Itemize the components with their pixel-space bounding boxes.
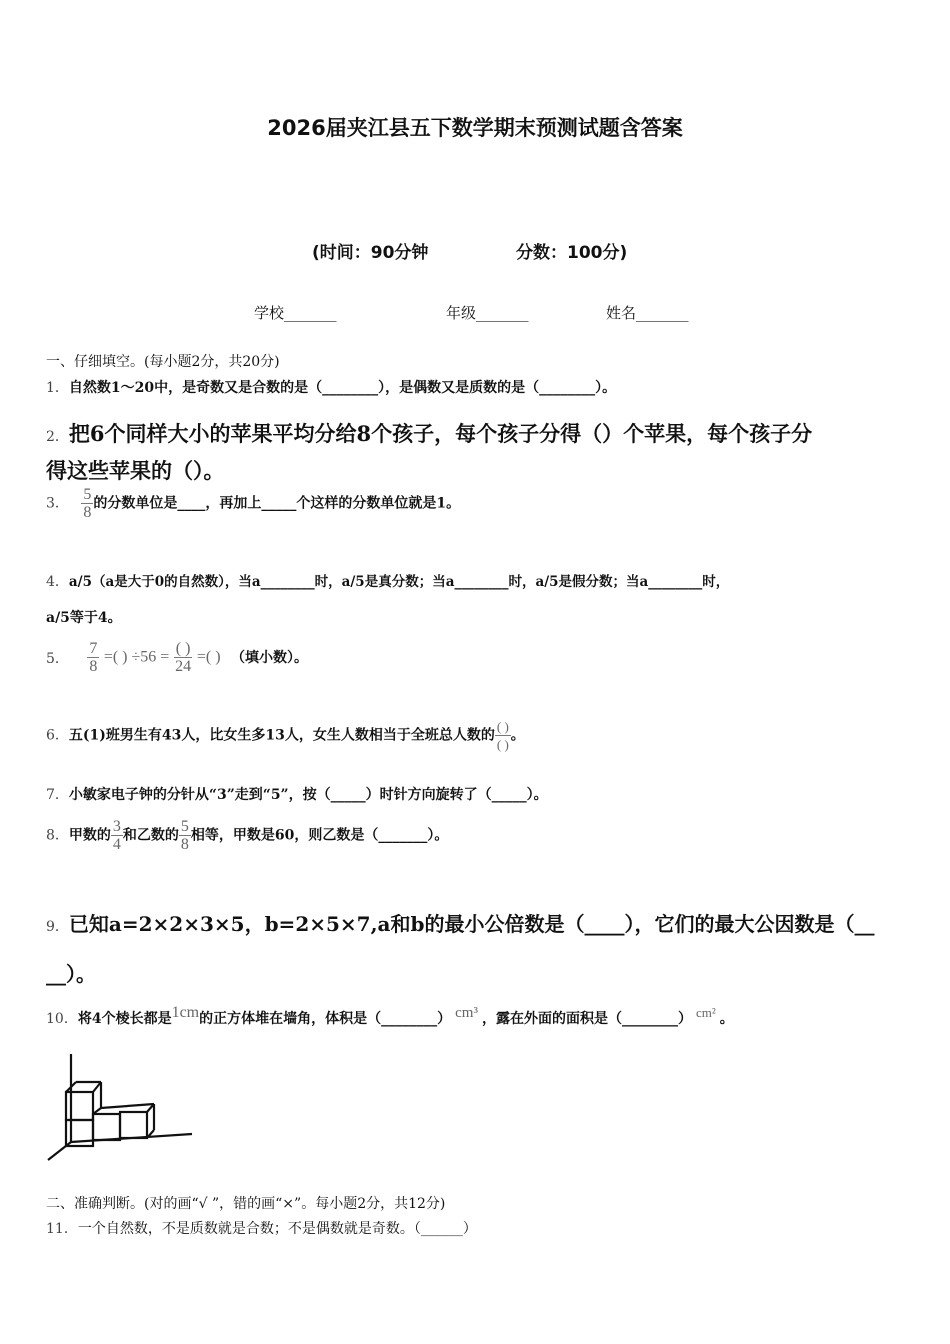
grade-field: 年级_______ [446, 304, 529, 322]
question-text: 。 [719, 1011, 734, 1027]
question-text: 。 [510, 727, 525, 744]
numerator: ( ) [175, 640, 191, 657]
question-4 [46, 570, 729, 591]
question-number: 3． [46, 495, 69, 512]
question-2-continued: 得这些苹果的（）。 [46, 458, 225, 483]
question-text: 和乙数的 [122, 827, 179, 844]
numerator: 7 [89, 640, 98, 657]
expression: =( ) ÷56 = [103, 648, 170, 666]
fraction [81, 486, 93, 521]
denominator: ( ) [496, 737, 509, 752]
floor-edge-line [48, 1142, 71, 1160]
question-number: 9． [46, 919, 69, 935]
question-text: 的分数单位是____，再加上_____个这样的分数单位就是1。 [93, 495, 461, 512]
question-text: ，露在外面的面积是（________） [481, 1011, 692, 1027]
school-field: 学校_______ [254, 304, 337, 322]
question-number: 10． [46, 1011, 78, 1027]
exam-time: (时间：90分钟 [312, 243, 429, 263]
question-11 [46, 1218, 477, 1238]
question-4-continued [46, 607, 122, 627]
section-2-heading: 二、准确判断。(对的画“√ ”，错的画“×”。每小题2分，共12分) [46, 1196, 446, 1212]
question-text: a/5等于4。 [46, 610, 122, 626]
unit-label: 1cm [171, 1004, 200, 1021]
question-number: 5． [46, 650, 69, 667]
fraction [174, 640, 193, 675]
question-3 [46, 486, 460, 521]
unit-label: cm² [695, 1005, 716, 1020]
question-text: 已知a=2×2×3×5，b=2×5×7,a和b的最小公倍数是（____），它们的最大公因数是（__ [68, 912, 875, 936]
numerator: 5 [83, 486, 92, 503]
question-9 [46, 908, 875, 937]
question-number: 2． [46, 429, 69, 445]
name-field: 姓名_______ [606, 304, 689, 322]
question-1 [46, 377, 616, 397]
fraction [179, 818, 191, 853]
question-7 [46, 784, 548, 804]
cube-edge-line [101, 1104, 154, 1108]
denominator: 8 [180, 836, 189, 853]
numerator: 5 [180, 818, 189, 835]
question-9-continued: __）。 [46, 962, 96, 986]
exam-score: 分数：100分) [516, 243, 628, 263]
question-text: （填小数）。 [231, 649, 309, 666]
fraction [111, 818, 123, 853]
cube [93, 1114, 120, 1140]
question-text: 相等，甲数是60，则乙数是（_______）。 [190, 827, 449, 844]
expression: =( ) [196, 648, 221, 666]
question-number: 7． [46, 787, 69, 803]
question-5 [46, 640, 308, 675]
question-8 [46, 818, 448, 853]
denominator: 24 [175, 658, 192, 675]
unit-label: cm³ [455, 1005, 478, 1021]
question-text: 小敏家电子钟的分针从“3”走到“5”，按（_____）时针方向旋转了（_____）。 [68, 787, 548, 803]
question-text: 一个自然数，不是质数就是合数；不是偶数就是奇数。（______） [77, 1221, 477, 1237]
denominator: 8 [83, 504, 92, 521]
question-text: a/5（a是大于0的自然数），当a________时，a/5是真分数；当a________时，a/5是假分数；当a________时， [68, 574, 730, 590]
fraction [87, 640, 99, 675]
denominator: 8 [89, 658, 98, 675]
question-number: 6． [46, 727, 69, 744]
question-number: 8． [46, 827, 69, 844]
section-1-heading: 一、仔细填空。(每小题2分，共20分) [46, 354, 280, 370]
question-10 [46, 1004, 734, 1028]
question-text: 自然数1～20中，是奇数又是合数的是（________），是偶数又是质数的是（________）。 [68, 380, 617, 396]
cube-stack-figure [44, 1052, 204, 1164]
question-number: 4． [46, 574, 69, 590]
cube [120, 1112, 147, 1138]
question-number: 1． [46, 380, 69, 396]
question-text: 将4个棱长都是 [77, 1011, 172, 1027]
numerator: 3 [112, 818, 121, 835]
question-text: 甲数的 [68, 827, 111, 844]
cube-edge-line [93, 1082, 101, 1092]
numerator: ( ) [496, 719, 509, 734]
fraction [495, 718, 511, 753]
question-6 [46, 718, 525, 753]
question-number: 11． [46, 1221, 78, 1237]
question-text: 五(1)班男生有43人，比女生多13人，女生人数相当于全班总人数的 [68, 727, 495, 744]
question-text: 把6个同样大小的苹果平均分给8个孩子，每个孩子分得（）个苹果，每个孩子分 [68, 421, 813, 446]
question-text: 的正方体堆在墙角，体积是（________） [199, 1011, 452, 1027]
question-2 [46, 418, 812, 448]
denominator: 4 [112, 836, 121, 853]
page-title: 2026届夹江县五下数学期末预测试题含答案 [267, 116, 683, 140]
